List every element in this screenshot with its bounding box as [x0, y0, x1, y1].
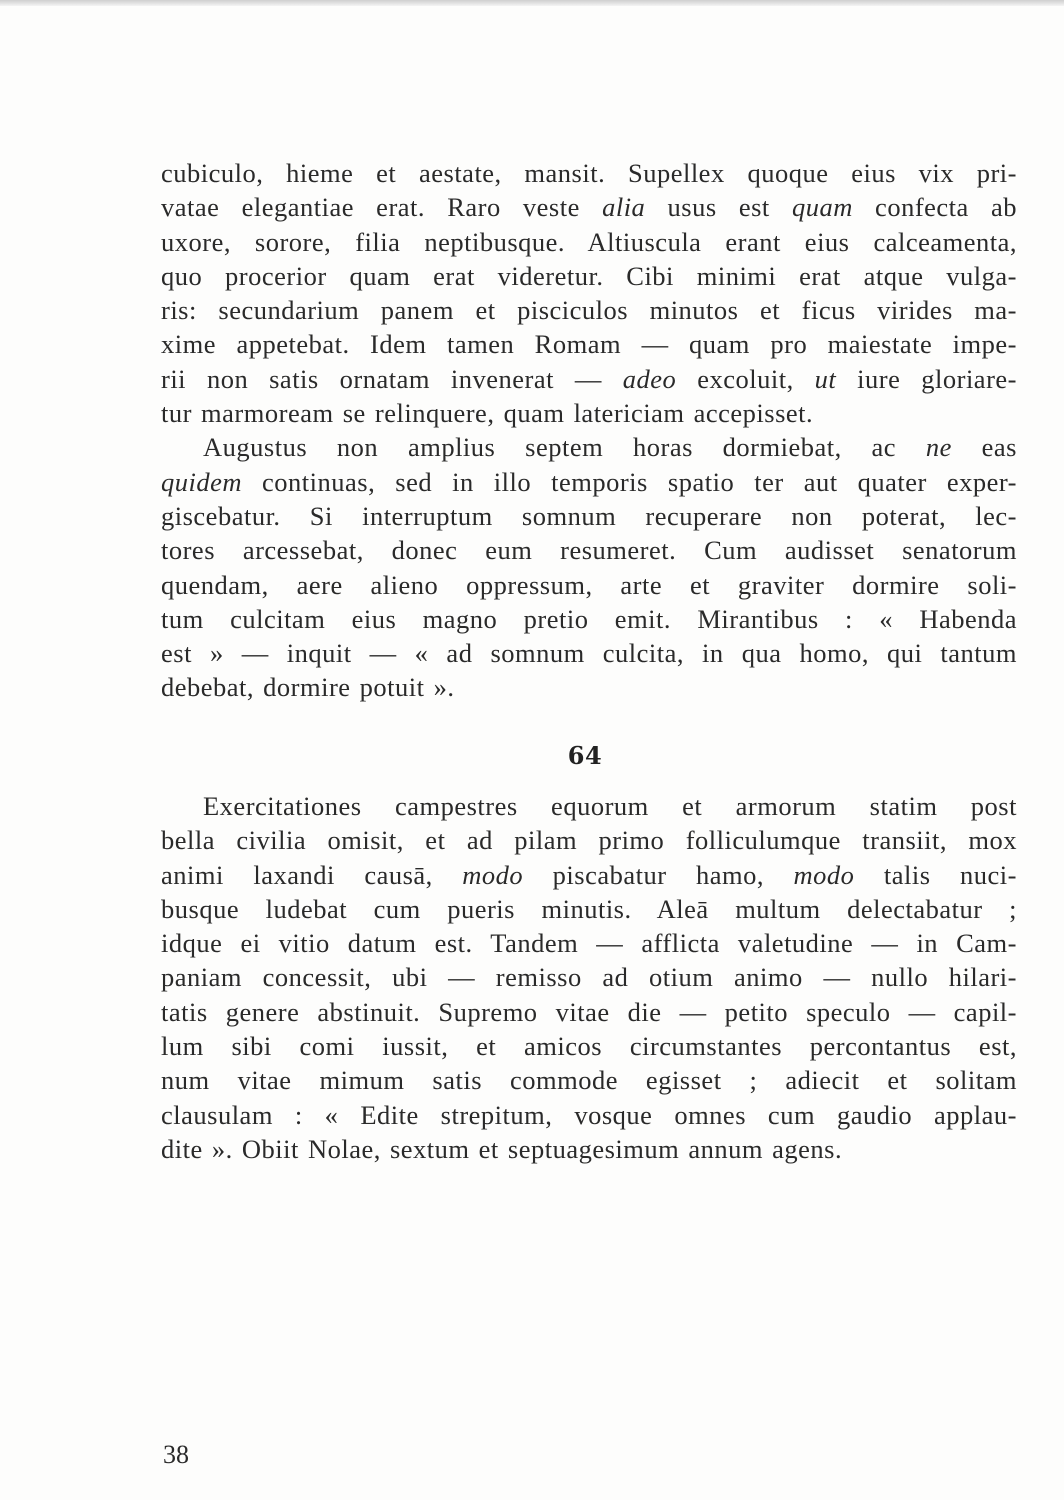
paragraph-furnishings	[161, 156, 1017, 430]
italic-word: modo	[462, 859, 524, 890]
text-line: lum sibi comi iussit, et amicos circumstantes percontantus est,	[161, 1031, 1017, 1062]
section-number: 64	[567, 741, 603, 770]
text-line: paniam concessit, ubi — remisso ad otium animo — nullo hilari-	[161, 962, 1017, 993]
text-line: est » — inquit — « ad somnum culcita, in qua homo, qui tantum	[161, 638, 1017, 669]
text-line: clausulam : « Edite strepitum, vosque omnes cum gaudio applau-	[161, 1099, 1017, 1130]
text-line: animi laxandi causā, modo piscabatur hamo, modo talis nuci-	[161, 859, 1017, 890]
text-line: cubiculo, hieme et aestate, mansit. Supellex quoque eius vix pri-	[161, 158, 1017, 188]
text-line: uxore, sorore, filia neptibusque. Altiuscula erant eius calceamenta,	[161, 226, 1017, 257]
text-line: ris: secundarium panem et pisciculos minutos et ficus virides ma-	[161, 295, 1017, 326]
italic-word: modo	[793, 859, 855, 890]
paragraph-exercises	[161, 789, 1017, 1166]
text-line: vatae elegantiae erat. Raro veste alia usus est quam confecta ab	[161, 192, 1017, 223]
top-edge-rule	[0, 0, 1064, 6]
text-line: tores arcessebat, donec eum resumeret. Cum audisset senatorum	[161, 535, 1017, 566]
text-line: tatis genere abstinuit. Supremo vitae die — petito speculo — capil-	[161, 996, 1017, 1027]
italic-word: adeo	[622, 363, 677, 394]
text-line: bella civilia omisit, et ad pilam primo folliculumque transiit, mox	[161, 825, 1017, 856]
text-block-upper	[161, 156, 1017, 705]
paragraph-sleep	[161, 430, 1017, 704]
text-block-lower	[161, 789, 1017, 1166]
italic-word: quidem	[161, 466, 243, 497]
text-line: giscebatur. Si interruptum somnum recuperare non poterat, lec-	[161, 500, 1017, 531]
text-line: tur marmoream se relinquere, quam latericiam accepisset.	[161, 398, 814, 429]
text-line: quo procerior quam erat videretur. Cibi minimi erat atque vulga-	[161, 260, 1017, 291]
text-line: idque ei vitio datum est. Tandem — afflicta valetudine — in Cam-	[161, 928, 1017, 959]
text-line: Exercitationes campestres equorum et armorum statim post	[203, 791, 1017, 821]
italic-word: quam	[791, 192, 853, 223]
italic-word: ut	[814, 363, 837, 394]
text-line: dite ». Obiit Nolae, sextum et septuagesimum annum agens.	[161, 1133, 843, 1164]
text-line: quidem continuas, sed in illo temporis spatio ter aut quater exper-	[161, 466, 1017, 497]
italic-word: ne	[925, 432, 952, 463]
text-line: tum culcitam eius magno pretio emit. Mirantibus : « Habenda	[161, 603, 1017, 634]
text-line: xime appetebat. Idem tamen Romam — quam pro maiestate impe-	[161, 329, 1017, 360]
text-line: Augustus non amplius septem horas dormiebat, ac ne eas	[203, 432, 1017, 463]
italic-word: alia	[602, 192, 646, 223]
text-line: busque ludebat cum pueris minutis. Aleā multum delectabatur ;	[161, 893, 1017, 924]
text-line: debebat, dormire potuit ».	[161, 672, 455, 703]
text-line: num vitae mimum satis commode egisset ; adiecit et solitam	[161, 1065, 1017, 1096]
page-number: 38	[163, 1440, 189, 1469]
text-line: rii non satis ornatam invenerat — adeo excoluit, ut iure gloriare-	[161, 363, 1017, 394]
text-line: quendam, aere alieno oppressum, arte et graviter dormire soli-	[161, 569, 1017, 600]
